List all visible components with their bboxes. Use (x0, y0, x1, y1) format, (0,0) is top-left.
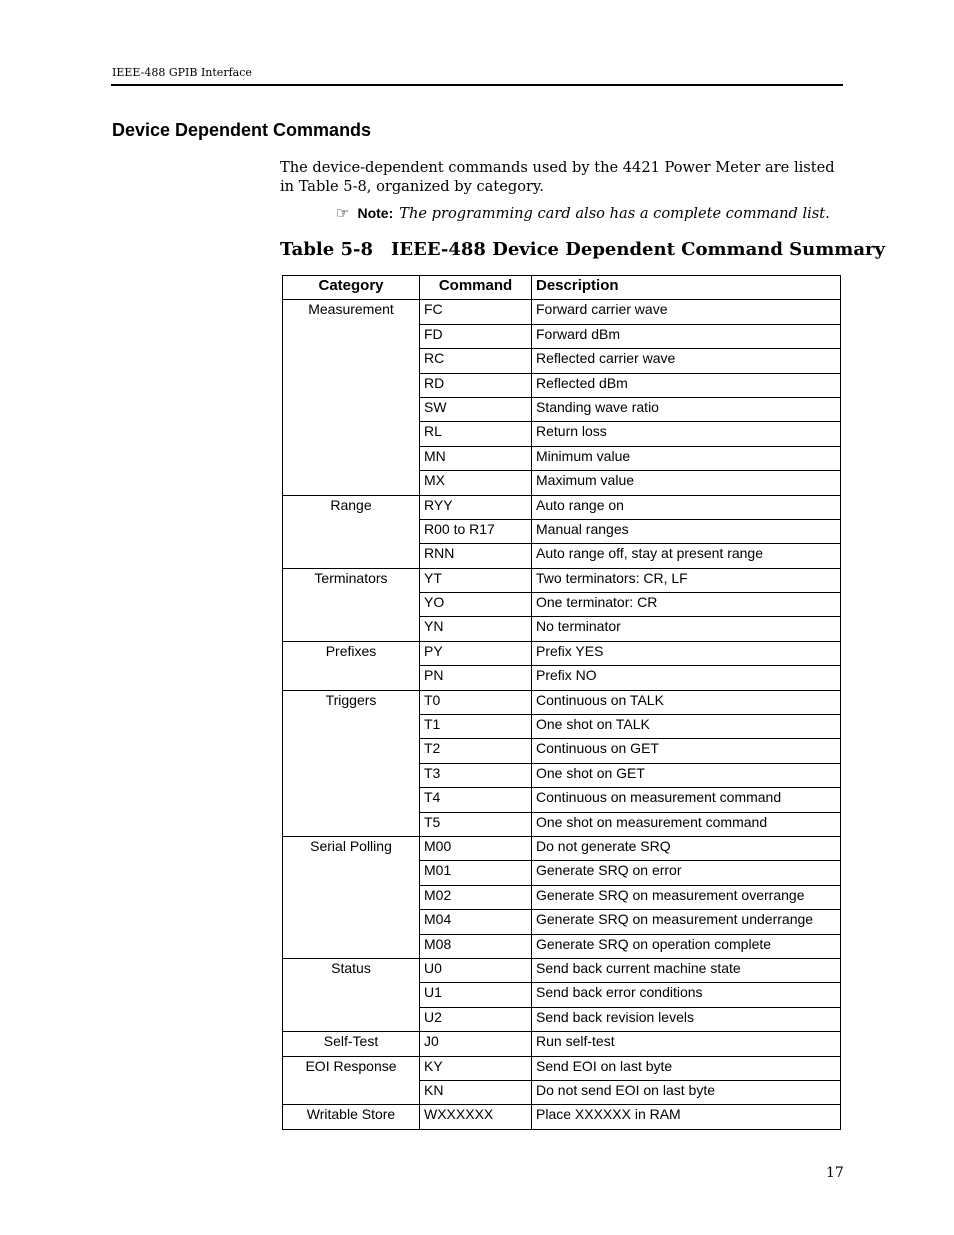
command-cell: T1 (420, 715, 532, 739)
command-cell: MX (420, 471, 532, 495)
description-cell: Send EOI on last byte (532, 1056, 841, 1080)
command-cell: T2 (420, 739, 532, 763)
note-label: Note: (357, 205, 394, 221)
description-cell: Manual ranges (532, 519, 841, 543)
description-cell: One shot on TALK (532, 715, 841, 739)
table-row (283, 958, 841, 982)
category-cell: Writable Store (283, 1105, 420, 1129)
command-cell: YO (420, 593, 532, 617)
table-body (283, 300, 841, 1129)
description-cell: Place XXXXXX in RAM (532, 1105, 841, 1129)
header-category: Category (283, 276, 420, 300)
command-cell: T0 (420, 690, 532, 714)
category-cell: EOI Response (283, 1056, 420, 1105)
description-cell: One terminator: CR (532, 593, 841, 617)
command-cell: PN (420, 666, 532, 690)
table-caption-number: Table 5-8 (280, 239, 373, 260)
table-caption-title: IEEE-488 Device Dependent Command Summary (391, 239, 885, 260)
command-cell: RD (420, 373, 532, 397)
description-cell: Minimum value (532, 446, 841, 470)
description-cell: Maximum value (532, 471, 841, 495)
category-cell: Serial Polling (283, 836, 420, 958)
command-cell: YT (420, 568, 532, 592)
command-cell: U1 (420, 983, 532, 1007)
command-cell: PY (420, 641, 532, 665)
command-cell: MN (420, 446, 532, 470)
category-cell: Prefixes (283, 641, 420, 690)
command-cell: FD (420, 324, 532, 348)
command-cell: RYY (420, 495, 532, 519)
description-cell: Continuous on measurement command (532, 788, 841, 812)
command-cell: KY (420, 1056, 532, 1080)
command-cell: U0 (420, 958, 532, 982)
page-number: 17 (826, 1165, 844, 1181)
category-cell: Triggers (283, 690, 420, 836)
description-cell: One shot on GET (532, 763, 841, 787)
command-cell: WXXXXXX (420, 1105, 532, 1129)
command-cell: FC (420, 300, 532, 324)
description-cell: Do not generate SRQ (532, 836, 841, 860)
description-cell: Send back current machine state (532, 958, 841, 982)
description-cell: Forward carrier wave (532, 300, 841, 324)
description-cell: Two terminators: CR, LF (532, 568, 841, 592)
running-header: IEEE-488 GPIB Interface (112, 66, 252, 79)
command-cell: M00 (420, 836, 532, 860)
table-row (283, 1032, 841, 1056)
description-cell: Return loss (532, 422, 841, 446)
category-cell: Range (283, 495, 420, 568)
header-command: Command (420, 276, 532, 300)
command-cell: M02 (420, 885, 532, 909)
description-cell: Generate SRQ on measurement underrange (532, 910, 841, 934)
description-cell: Auto range on (532, 495, 841, 519)
command-cell: T3 (420, 763, 532, 787)
table-row (283, 1056, 841, 1080)
description-cell: Prefix YES (532, 641, 841, 665)
command-cell: U2 (420, 1007, 532, 1031)
description-cell: Generate SRQ on error (532, 861, 841, 885)
table-row (283, 300, 841, 324)
description-cell: Do not send EOI on last byte (532, 1080, 841, 1104)
pointing-hand-icon: ☞ (336, 204, 350, 222)
command-summary-table (282, 275, 841, 1130)
intro-paragraph: The device-dependent commands used by the 4421 Power Meter are listed in Table 5-8, organized by category. (280, 159, 835, 195)
category-cell: Status (283, 958, 420, 1031)
table-row (283, 568, 841, 592)
description-cell: Reflected carrier wave (532, 349, 841, 373)
table-row (283, 836, 841, 860)
description-cell: Standing wave ratio (532, 397, 841, 421)
command-cell: RC (420, 349, 532, 373)
description-cell: Auto range off, stay at present range (532, 544, 841, 568)
table-header-row (283, 276, 841, 300)
table-row (283, 641, 841, 665)
command-cell: T5 (420, 812, 532, 836)
description-cell: Continuous on TALK (532, 690, 841, 714)
command-cell: T4 (420, 788, 532, 812)
command-cell: J0 (420, 1032, 532, 1056)
command-cell: M08 (420, 934, 532, 958)
table-row (283, 1105, 841, 1129)
description-cell: Prefix NO (532, 666, 841, 690)
header-rule (111, 84, 843, 86)
table-caption (280, 239, 885, 260)
command-cell: KN (420, 1080, 532, 1104)
command-cell: R00 to R17 (420, 519, 532, 543)
note-text: The programming card also has a complete command list. (399, 205, 830, 222)
description-cell: Forward dBm (532, 324, 841, 348)
description-cell: Reflected dBm (532, 373, 841, 397)
command-cell: M01 (420, 861, 532, 885)
description-cell: Generate SRQ on measurement overrange (532, 885, 841, 909)
category-cell: Measurement (283, 300, 420, 495)
description-cell: Generate SRQ on operation complete (532, 934, 841, 958)
command-cell: SW (420, 397, 532, 421)
description-cell: Continuous on GET (532, 739, 841, 763)
section-heading: Device Dependent Commands (112, 120, 372, 140)
table-row (283, 495, 841, 519)
command-cell: RL (420, 422, 532, 446)
command-cell: M04 (420, 910, 532, 934)
command-cell: YN (420, 617, 532, 641)
header-description: Description (532, 276, 841, 300)
description-cell: One shot on measurement command (532, 812, 841, 836)
category-cell: Self-Test (283, 1032, 420, 1056)
description-cell: No terminator (532, 617, 841, 641)
command-cell: RNN (420, 544, 532, 568)
description-cell: Run self-test (532, 1032, 841, 1056)
note (336, 204, 830, 223)
description-cell: Send back revision levels (532, 1007, 841, 1031)
category-cell: Terminators (283, 568, 420, 641)
description-cell: Send back error conditions (532, 983, 841, 1007)
table-row (283, 690, 841, 714)
